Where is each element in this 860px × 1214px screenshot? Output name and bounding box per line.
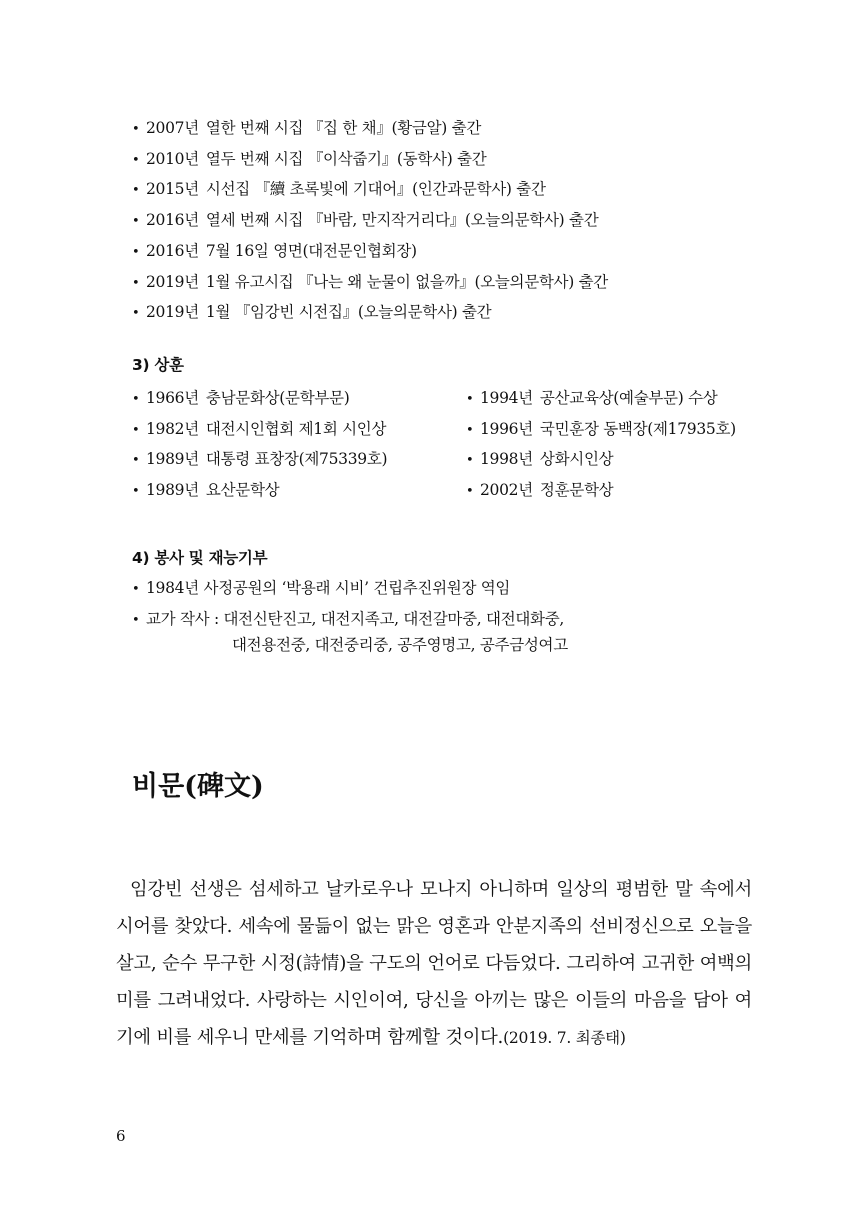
bullet-icon: •: [132, 453, 140, 469]
bullet-icon: •: [132, 582, 140, 597]
service-list: [132, 574, 564, 635]
epitaph-heading: 비문(碑文): [132, 771, 264, 802]
award-item: • 1996년 국민훈장 동백장(제17935호): [466, 415, 736, 446]
awards-list-right: [466, 384, 736, 507]
bullet-icon: •: [466, 392, 474, 407]
bullet-icon: •: [132, 214, 140, 230]
timeline-item: • 2015년 시선집 『續 초록빛에 기대어』(인간과문학사) 출간: [132, 175, 608, 206]
epitaph-signature: (2019. 7. 최종태): [503, 1028, 626, 1047]
award-item: • 1989년 대통령 표창장(제75339호): [132, 445, 387, 476]
epitaph-paragraph: [116, 872, 752, 1057]
service-item: • 교가 작사 : 대전신탄진고, 대전지족고, 대전갈마중, 대전대화중,: [132, 605, 564, 636]
bullet-icon: •: [132, 152, 140, 168]
bullet-icon: •: [132, 612, 140, 628]
bullet-icon: •: [132, 392, 140, 407]
awards-list-left: [132, 384, 387, 507]
service-item-continuation: 대전용전중, 대전중리중, 공주영명고, 공주금성여고: [232, 636, 568, 654]
timeline-item: • 2010년 열두 번째 시집 『이삭줍기』(동학사) 출간: [132, 145, 608, 176]
epitaph-text: 임강빈 선생은 섬세하고 날카로우나 모나지 아니하며 일상의 평범한 말 속에서 시어를 찾았다. 세속에 물듦이 없는 맑은 영혼과 안분지족의 선비정신으로 오늘을 살고, 순수 무구한 시정(詩情)을 구도의 언어로 다듬었다. 그리하여 고귀한 여백의 미를 그려내었다. 사랑하는 시인이여, 당신을 아끼는 많은 이들의 마음을 담아 여기에 비를 세우니 만세를 기억하며 함께할 것이다.: [116, 879, 752, 1048]
award-item: • 1998년 상화시인상: [466, 445, 736, 476]
award-item: • 1989년 요산문학상: [132, 476, 387, 507]
timeline-item: • 2019년 1월 유고시집 『나는 왜 눈물이 없을까』(오늘의문학사) 출간: [132, 268, 608, 299]
bullet-icon: •: [466, 484, 474, 500]
timeline-item: • 2016년 열세 번째 시집 『바람, 만지작거리다』(오늘의문학사) 출간: [132, 206, 608, 237]
bullet-icon: •: [466, 422, 474, 438]
bullet-icon: •: [132, 122, 140, 137]
bullet-icon: •: [132, 306, 140, 322]
timeline-item: • 2007년 열한 번째 시집 『집 한 채』(황금알) 출간: [132, 114, 608, 145]
award-item: • 2002년 정훈문학상: [466, 476, 736, 507]
bullet-icon: •: [466, 453, 474, 469]
award-item: • 1994년 공산교육상(예술부문) 수상: [466, 384, 736, 415]
service-section-title: 4) 봉사 및 재능기부: [132, 549, 268, 567]
bullet-icon: •: [132, 183, 140, 199]
timeline-item: • 2019년 1월 『임강빈 시전집』(오늘의문학사) 출간: [132, 298, 608, 329]
timeline-list: [132, 114, 608, 329]
page-number: 6: [116, 1127, 126, 1145]
bullet-icon: •: [132, 484, 140, 500]
timeline-item: • 2016년 7월 16일 영면(대전문인협회장): [132, 237, 608, 268]
bullet-icon: •: [132, 244, 140, 260]
award-item: • 1966년 충남문화상(문학부문): [132, 384, 387, 415]
service-item: • 1984년 사정공원의 ‘박용래 시비’ 건립추진위원장 역임: [132, 574, 564, 605]
bullet-icon: •: [132, 275, 140, 291]
awards-section-title: 3) 상훈: [132, 356, 184, 374]
award-item: • 1982년 대전시인협회 제1회 시인상: [132, 415, 387, 446]
bullet-icon: •: [132, 422, 140, 438]
